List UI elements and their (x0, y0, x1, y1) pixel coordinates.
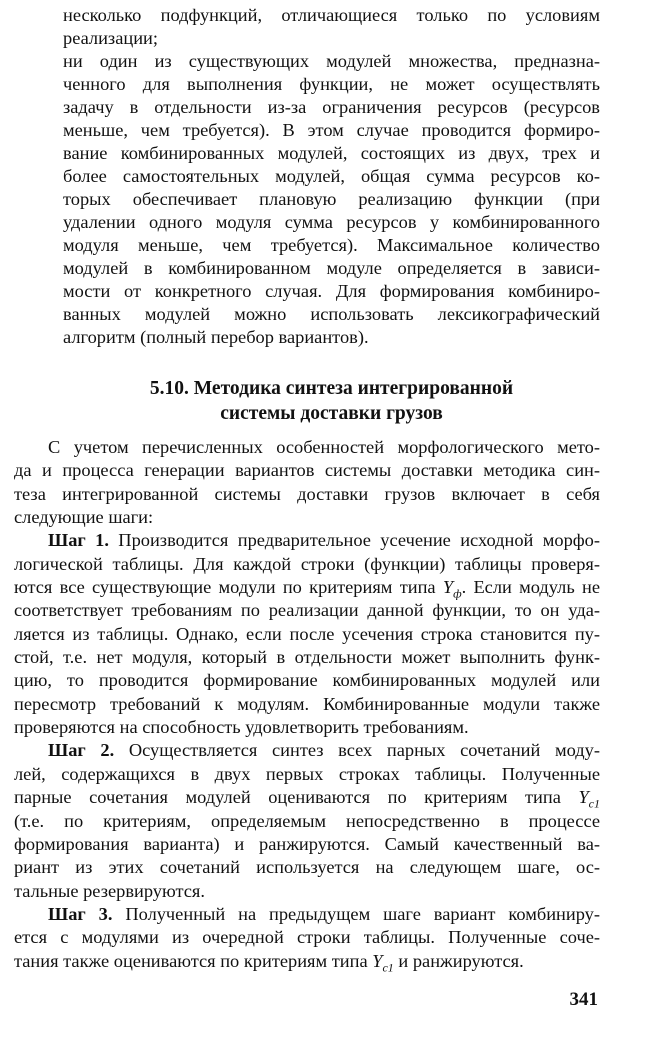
intro-paragraph-line: следующие шаги: (14, 507, 154, 528)
step-3-line: тания также оцениваются по критериям типа $Y_{с1}$ и ранжируются. (14, 950, 524, 975)
criteria-symbol: $Y_{с1}$ (578, 787, 600, 811)
criteria-symbol: $Y_{с1}$ (372, 950, 394, 975)
top-paragraph-line: мости от конкретного случая. Для формирования комбиниро- (63, 281, 600, 301)
step-3-line: ется с модулями из очередной строки таблицы. Полученные соче- (14, 927, 600, 948)
intro-paragraph-line: С учетом перечисленных особенностей морфологического мето- (48, 437, 600, 457)
top-paragraph-line: торых обеспечивает плановую реализацию функции (при (63, 189, 600, 209)
step-1-line: проверяются на способность удовлетворить требованиям. (14, 717, 469, 738)
top-paragraph-line: ванных модулей можно использовать лексикографический (63, 304, 600, 324)
step-2-label: Шаг 2. (48, 740, 115, 761)
top-paragraph-line: модулей в комбинированном модуле определяется в зависи- (63, 258, 600, 278)
step-2-line: формирования варианта) и ранжируются. Самый качественный ва- (14, 833, 600, 854)
step-1-line: стой, т.е. нет модуля, который в отдельности может выполнить функ- (14, 647, 600, 668)
step-2-first-text: Осуществляется синтез всех парных сочетаний моду- (114, 740, 600, 761)
step-2-line: риант из этих сочетаний используется на следующем шаге, ос- (14, 857, 600, 878)
top-paragraph-line: ни один из существующих модулей множества, предназна- (63, 51, 600, 71)
top-paragraph-line: ченного для выполнения функции, не может осуществлять (63, 74, 600, 94)
intro-paragraph-line: да и процесса генерации вариантов системы доставки методика син- (14, 460, 600, 481)
top-paragraph (63, 4, 600, 349)
step-2-line: лей, содержащихся в двух первых строках таблицы. Полученные (14, 763, 600, 784)
step-1-paragraph (14, 529, 600, 739)
step-1-first-line (14, 529, 600, 552)
section-heading (63, 376, 600, 426)
top-paragraph-line: задачу в отдельности из-за ограничения ресурсов (ресурсов (63, 97, 600, 117)
step-2-line: (т.е. по критериям, определяемым непосредственно в процессе (14, 810, 600, 831)
step-1-line: логической таблицы. Для каждой строки (функции) таблицы проверя- (14, 553, 600, 574)
step-1-line: цию, то проводится формирование комбинированных модулей или (14, 670, 600, 691)
page-number: 341 (569, 989, 598, 1010)
step-3-label: Шаг 3. (48, 903, 113, 924)
top-paragraph-line: вание комбинированных модулей, состоящих из двух, трех и (63, 143, 600, 163)
top-paragraph-line: несколько подфункций, отличающиеся только по условиям (63, 5, 600, 25)
step-1-line: пересмотр требований к модулям. Комбинированные модули также (14, 693, 600, 714)
step-1-label: Шаг 1. (48, 530, 109, 551)
section-body (14, 436, 600, 973)
step-1-first-text: Производится предварительное усечение исходной морфо- (108, 530, 600, 551)
step-2-first-line (14, 739, 600, 762)
step-1-line: ляется из таблицы. Однако, если после усечения строка становится пу- (14, 623, 600, 644)
top-paragraph-line: модуля меньше, чем требуется). Максимальное количество (63, 235, 600, 255)
step-2-line: тальные резервируются. (14, 880, 205, 901)
criteria-symbol: $Y_ф$ (442, 577, 462, 601)
step-2-paragraph (14, 739, 600, 902)
step-1-line: соответствует требованиям по реализации данной функции, то он уда- (14, 600, 600, 621)
top-paragraph-line: алгоритм (полный перебор вариантов). (63, 327, 369, 347)
step-3-paragraph (14, 903, 600, 973)
top-paragraph-line: более самостоятельных модулей, общая сумма ресурсов ко- (63, 166, 600, 186)
top-paragraph-line: удалении одного модуля сумма ресурсов у комбинированного (63, 212, 600, 232)
step-2-line: парные сочетания модулей оцениваются по критериям типа $Y_{с1}$ (14, 787, 600, 811)
step-1-line: ются все существующие модули по критериям типа $Y_ф$. Если модуль не (14, 577, 600, 601)
section-title-line-1: 5.10. Методика синтеза интегрированной (149, 378, 514, 399)
top-paragraph-line: реализации; (63, 28, 158, 48)
step-3-first-text: Полученный на предыдущем шаге вариант комбиниру- (112, 903, 600, 924)
top-paragraph-line: меньше, чем требуется). В этом случае проводится формиро- (63, 120, 600, 140)
intro-paragraph-line: теза интегрированной системы доставки грузов включает в себя (14, 483, 600, 504)
intro-paragraph (14, 436, 600, 529)
step-3-first-line (14, 903, 600, 926)
section-title-line-2: системы доставки грузов (220, 403, 443, 424)
